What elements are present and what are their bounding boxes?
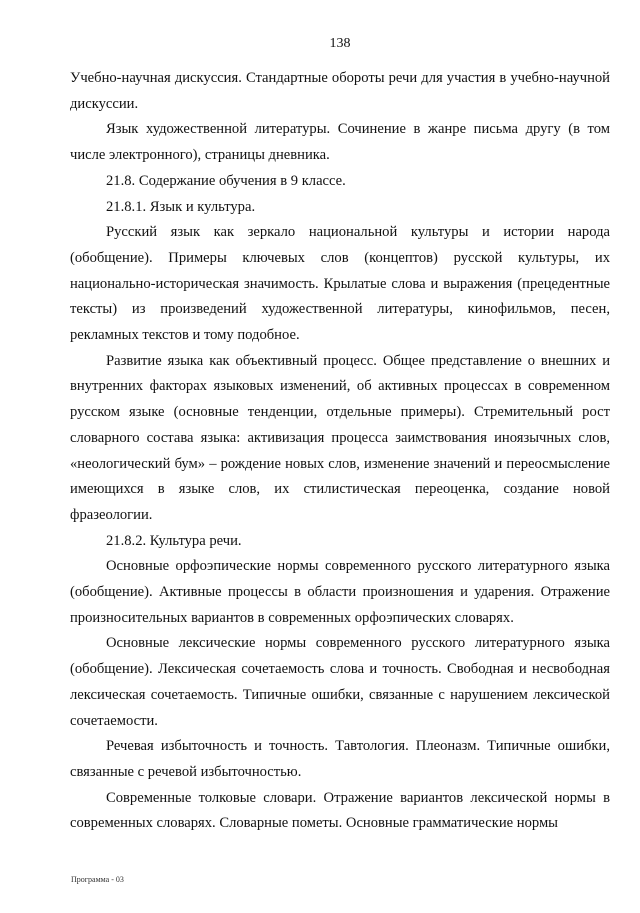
paragraph-5: Русский язык как зеркало национальной культуры и истории народа (обобщение). Примеры ключевых слов (концептов) русской культуры, их национально-историческая значимость. Крылатые слова и выражения (прецедентные тексты) из произведений художественной литературы, кинофильмов, песен, рекламных текстов и тому подобное. xyxy=(70,224,610,344)
paragraph-10: Речевая избыточность и точность. Тавтология. Плеоназм. Типичные ошибки, связанные с речевой избыточностью. xyxy=(70,738,610,780)
section-heading-21-8-1: 21.8.1. Язык и культура. xyxy=(106,198,256,215)
paragraph-8: Основные орфоэпические нормы современного русского литературного языка (обобщение). Активные процессы в области произношения и ударения. Отражение произносительных вариантов в современных орфоэпических словарях. xyxy=(70,558,610,626)
document-body xyxy=(70,66,610,837)
paragraph-1: Учебно-научная дискуссия. Стандартные обороты речи для участия в учебно-научной дискуссии. xyxy=(70,70,610,112)
page-number: 138 xyxy=(329,36,351,51)
section-heading-21-8-2: 21.8.2. Культура речи. xyxy=(106,532,242,549)
paragraph-9: Основные лексические нормы современного русского литературного языка (обобщение). Лексическая сочетаемость слова и точность. Свободная и несвободная лексическая сочетаемость. Типичные ошибки, связанные с нарушением лексической сочетаемости. xyxy=(70,635,610,729)
section-heading-21-8: 21.8. Содержание обучения в 9 классе. xyxy=(106,172,346,189)
paragraph-11: Современные толковые словари. Отражение вариантов лексической нормы в современных словарях. Словарные пометы. Основные грамматические нормы xyxy=(70,789,610,832)
paragraph-6: Развитие языка как объективный процесс. Общее представление о внешних и внутренних факторах языковых изменений, об активных процессах в современном русском языке (основные тенденции, отдельные примеры). Стремительный рост словарного состава языка: активизация процесса заимствования иноязычных слов, «неологический бум» – рождение новых слов, изменение значений и переосмысление имеющихся в языке слов, их стилистическая переоценка, создание новой фразеологии. xyxy=(70,352,610,523)
page-footer: Программа - 03 xyxy=(71,875,124,884)
paragraph-2: Язык художественной литературы. Сочинение в жанре письма другу (в том числе электронного), страницы дневника. xyxy=(70,121,610,164)
